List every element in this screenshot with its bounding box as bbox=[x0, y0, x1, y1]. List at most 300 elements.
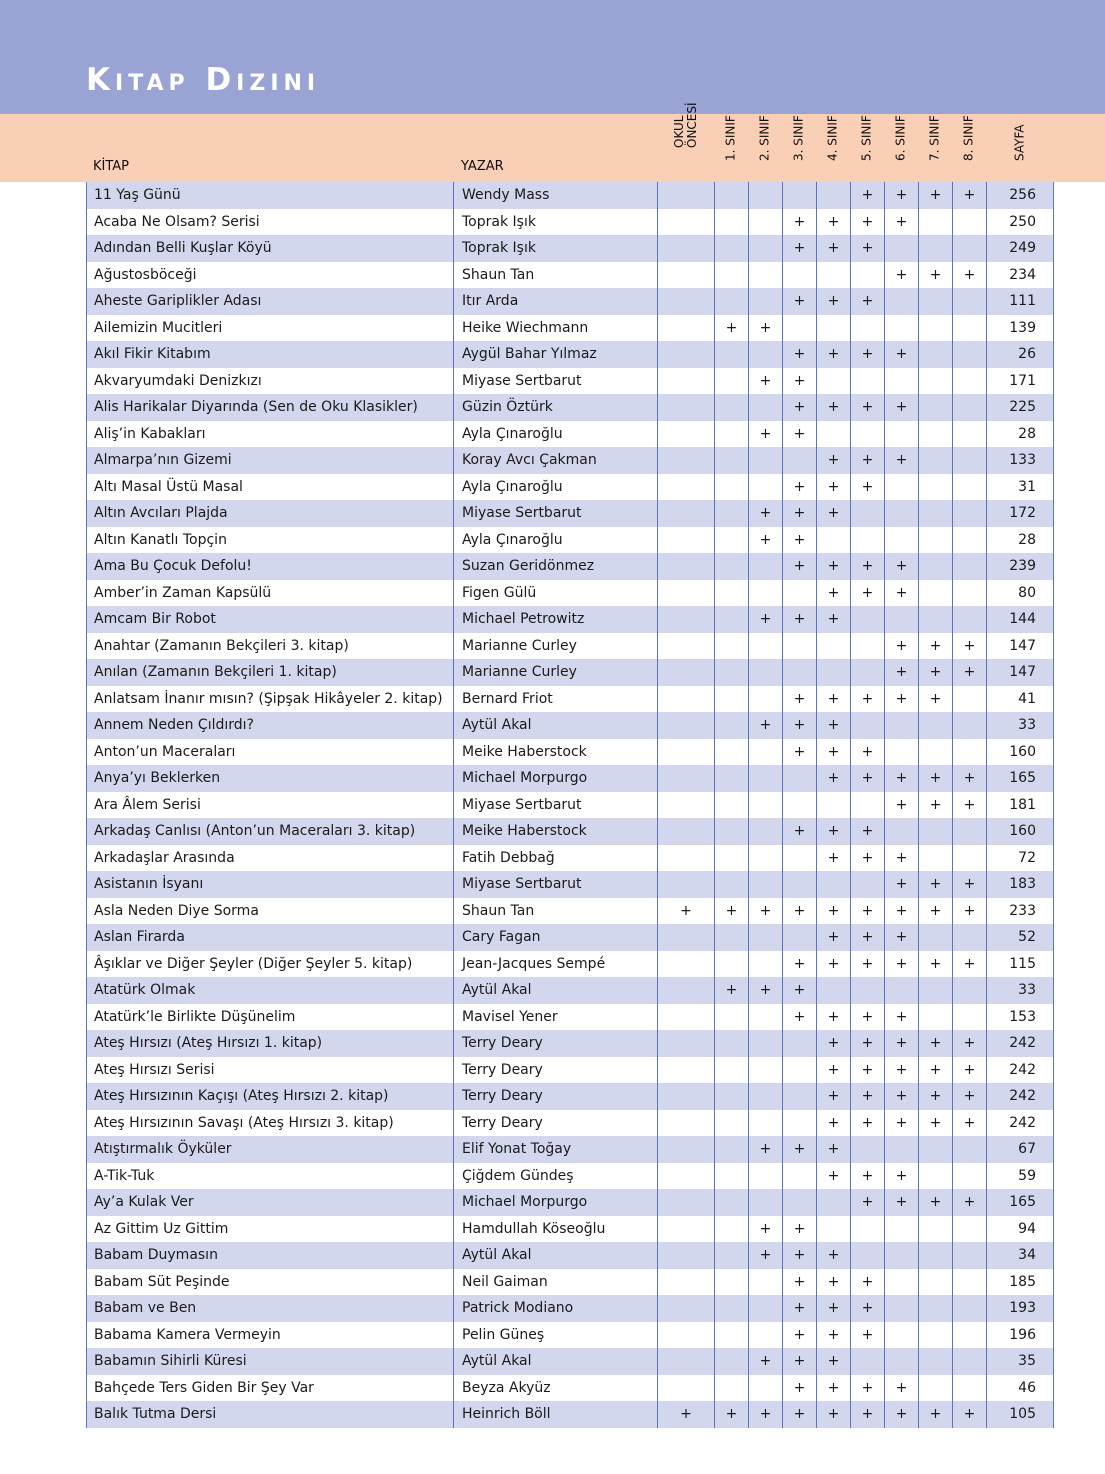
level-cell-preschool bbox=[658, 924, 715, 951]
level-cell-grade-5 bbox=[851, 1348, 885, 1375]
level-cell-grade-1 bbox=[715, 1030, 749, 1057]
level-cell-grade-3 bbox=[783, 845, 817, 872]
page-count: 234 bbox=[987, 262, 1054, 289]
book-author: Ayla Çınaroğlu bbox=[454, 421, 658, 448]
table-row bbox=[87, 474, 1054, 501]
level-cell-grade-6 bbox=[885, 818, 919, 845]
level-cell-grade-1: + bbox=[715, 315, 749, 342]
level-cell-grade-3: + bbox=[783, 527, 817, 554]
table-row bbox=[87, 1375, 1054, 1402]
level-cell-grade-8 bbox=[953, 394, 987, 421]
level-cell-grade-8 bbox=[953, 341, 987, 368]
level-cell-grade-1 bbox=[715, 1163, 749, 1190]
level-cell-grade-2 bbox=[749, 1375, 783, 1402]
level-cell-grade-1 bbox=[715, 1295, 749, 1322]
table-row bbox=[87, 1030, 1054, 1057]
level-cell-grade-3: + bbox=[783, 235, 817, 262]
level-cell-grade-6 bbox=[885, 1322, 919, 1349]
level-cell-grade-5: + bbox=[851, 1295, 885, 1322]
level-cell-grade-7 bbox=[919, 1375, 953, 1402]
level-cell-grade-8 bbox=[953, 712, 987, 739]
level-cell-grade-7: + bbox=[919, 1030, 953, 1057]
level-cell-grade-1 bbox=[715, 951, 749, 978]
book-title: Anlatsam İnanır mısın? (Şipşak Hikâyeler 2. kitap) bbox=[87, 686, 454, 713]
table-row bbox=[87, 606, 1054, 633]
level-cell-grade-7 bbox=[919, 500, 953, 527]
book-author: Güzin Öztürk bbox=[454, 394, 658, 421]
level-cell-grade-8 bbox=[953, 1163, 987, 1190]
level-cell-grade-8 bbox=[953, 315, 987, 342]
level-cell-grade-8 bbox=[953, 447, 987, 474]
level-cell-grade-7: + bbox=[919, 633, 953, 660]
level-cell-grade-6: + bbox=[885, 1401, 919, 1428]
level-cell-grade-7: + bbox=[919, 686, 953, 713]
page-count: 165 bbox=[987, 1189, 1054, 1216]
level-cell-grade-5: + bbox=[851, 235, 885, 262]
book-author: Terry Deary bbox=[454, 1030, 658, 1057]
book-title: Adından Belli Kuşlar Köyü bbox=[87, 235, 454, 262]
book-title: Annem Neden Çıldırdı? bbox=[87, 712, 454, 739]
column-header-author: YAZAR bbox=[461, 159, 504, 174]
level-cell-grade-2: + bbox=[749, 500, 783, 527]
level-cell-grade-7 bbox=[919, 527, 953, 554]
table-row bbox=[87, 553, 1054, 580]
level-cell-grade-4: + bbox=[817, 845, 851, 872]
book-author: Aytül Akal bbox=[454, 712, 658, 739]
level-cell-grade-1 bbox=[715, 235, 749, 262]
page-count: 144 bbox=[987, 606, 1054, 633]
level-cell-grade-5: + bbox=[851, 1322, 885, 1349]
level-cell-grade-5 bbox=[851, 421, 885, 448]
table-row bbox=[87, 898, 1054, 925]
level-cell-grade-3 bbox=[783, 659, 817, 686]
book-author: Cary Fagan bbox=[454, 924, 658, 951]
level-cell-grade-1 bbox=[715, 659, 749, 686]
book-title: Anahtar (Zamanın Bekçileri 3. kitap) bbox=[87, 633, 454, 660]
level-cell-grade-7 bbox=[919, 606, 953, 633]
page-count: 250 bbox=[987, 209, 1054, 236]
level-cell-grade-7 bbox=[919, 1242, 953, 1269]
level-cell-grade-3: + bbox=[783, 1136, 817, 1163]
level-cell-grade-6 bbox=[885, 1295, 919, 1322]
column-header-grade-1 bbox=[714, 114, 748, 174]
page-count: 172 bbox=[987, 500, 1054, 527]
level-cell-grade-6 bbox=[885, 977, 919, 1004]
level-cell-grade-4: + bbox=[817, 1269, 851, 1296]
book-author: Miyase Sertbarut bbox=[454, 792, 658, 819]
level-cell-grade-1 bbox=[715, 421, 749, 448]
level-cell-preschool bbox=[658, 792, 715, 819]
page-count: 52 bbox=[987, 924, 1054, 951]
level-cell-grade-4 bbox=[817, 659, 851, 686]
level-cell-grade-4: + bbox=[817, 1004, 851, 1031]
book-title: Âşıklar ve Diğer Şeyler (Diğer Şeyler 5. kitap) bbox=[87, 951, 454, 978]
level-cell-grade-6: + bbox=[885, 951, 919, 978]
book-title: Ateş Hırsızının Savaşı (Ateş Hırsızı 3. kitap) bbox=[87, 1110, 454, 1137]
level-cell-grade-4: + bbox=[817, 1375, 851, 1402]
page-count: 256 bbox=[987, 182, 1054, 209]
level-cell-grade-5: + bbox=[851, 182, 885, 209]
level-cell-grade-4: + bbox=[817, 951, 851, 978]
level-cell-preschool bbox=[658, 315, 715, 342]
level-cell-grade-8: + bbox=[953, 898, 987, 925]
level-cell-grade-1 bbox=[715, 182, 749, 209]
level-cell-grade-1 bbox=[715, 1242, 749, 1269]
level-cell-grade-7 bbox=[919, 1004, 953, 1031]
level-cell-grade-5: + bbox=[851, 341, 885, 368]
book-title: Atatürk Olmak bbox=[87, 977, 454, 1004]
level-cell-preschool bbox=[658, 845, 715, 872]
level-cell-grade-6: + bbox=[885, 898, 919, 925]
level-cell-grade-5 bbox=[851, 977, 885, 1004]
level-cell-preschool bbox=[658, 606, 715, 633]
book-author: Marianne Curley bbox=[454, 633, 658, 660]
level-cell-grade-3: + bbox=[783, 288, 817, 315]
level-cell-grade-4: + bbox=[817, 288, 851, 315]
level-cell-grade-8 bbox=[953, 1348, 987, 1375]
column-header-grade-5-label: 5. SINIF bbox=[859, 115, 874, 161]
level-cell-grade-6: + bbox=[885, 209, 919, 236]
level-cell-grade-6: + bbox=[885, 394, 919, 421]
level-cell-grade-1 bbox=[715, 1004, 749, 1031]
level-cell-grade-6 bbox=[885, 712, 919, 739]
level-cell-grade-5: + bbox=[851, 580, 885, 607]
column-header-grade-7-label: 7. SINIF bbox=[927, 115, 942, 161]
book-title: Aliş’in Kabakları bbox=[87, 421, 454, 448]
table-row bbox=[87, 1083, 1054, 1110]
table-row bbox=[87, 1322, 1054, 1349]
level-cell-grade-7 bbox=[919, 1322, 953, 1349]
level-cell-grade-6: + bbox=[885, 1189, 919, 1216]
book-author: Heinrich Böll bbox=[454, 1401, 658, 1428]
table-row bbox=[87, 500, 1054, 527]
table-row bbox=[87, 262, 1054, 289]
level-cell-grade-2 bbox=[749, 341, 783, 368]
page-count: 111 bbox=[987, 288, 1054, 315]
level-cell-grade-6 bbox=[885, 1242, 919, 1269]
level-cell-grade-5: + bbox=[851, 209, 885, 236]
level-cell-grade-2 bbox=[749, 1030, 783, 1057]
table-row bbox=[87, 580, 1054, 607]
level-cell-grade-5 bbox=[851, 871, 885, 898]
table-row bbox=[87, 315, 1054, 342]
level-cell-preschool bbox=[658, 447, 715, 474]
level-cell-grade-8: + bbox=[953, 1083, 987, 1110]
level-cell-grade-1 bbox=[715, 739, 749, 766]
column-header-pages bbox=[986, 114, 1053, 174]
table-row bbox=[87, 341, 1054, 368]
book-author: Bernard Friot bbox=[454, 686, 658, 713]
book-title: Atatürk’le Birlikte Düşünelim bbox=[87, 1004, 454, 1031]
page-count: 34 bbox=[987, 1242, 1054, 1269]
level-cell-grade-2: + bbox=[749, 898, 783, 925]
level-cell-grade-5: + bbox=[851, 1189, 885, 1216]
level-cell-grade-7: + bbox=[919, 659, 953, 686]
level-cell-grade-6 bbox=[885, 474, 919, 501]
level-cell-grade-5: + bbox=[851, 1401, 885, 1428]
level-cell-grade-8: + bbox=[953, 1030, 987, 1057]
level-cell-preschool bbox=[658, 500, 715, 527]
level-cell-grade-2 bbox=[749, 394, 783, 421]
book-title: Anya’yı Beklerken bbox=[87, 765, 454, 792]
level-cell-grade-4: + bbox=[817, 1110, 851, 1137]
level-cell-preschool bbox=[658, 765, 715, 792]
table-row bbox=[87, 951, 1054, 978]
level-cell-preschool bbox=[658, 818, 715, 845]
page-count: 31 bbox=[987, 474, 1054, 501]
book-title: Arkadaş Canlısı (Anton’un Maceraları 3. kitap) bbox=[87, 818, 454, 845]
level-cell-grade-2: + bbox=[749, 421, 783, 448]
level-cell-grade-2 bbox=[749, 474, 783, 501]
table-row bbox=[87, 1110, 1054, 1137]
book-title: Anton’un Maceraları bbox=[87, 739, 454, 766]
page-title: Kitap Dizini bbox=[86, 62, 321, 98]
page-count: 46 bbox=[987, 1375, 1054, 1402]
level-cell-grade-5 bbox=[851, 633, 885, 660]
level-cell-grade-3 bbox=[783, 765, 817, 792]
page-count: 33 bbox=[987, 712, 1054, 739]
level-cell-grade-4 bbox=[817, 421, 851, 448]
column-header-preschool-label: OKUL ÖNCESİ bbox=[671, 102, 699, 148]
level-cell-grade-8: + bbox=[953, 792, 987, 819]
book-title: Ama Bu Çocuk Defolu! bbox=[87, 553, 454, 580]
level-cell-grade-1 bbox=[715, 1189, 749, 1216]
book-author: Michael Morpurgo bbox=[454, 1189, 658, 1216]
level-cell-grade-3 bbox=[783, 1163, 817, 1190]
column-header-grade-4-label: 4. SINIF bbox=[825, 115, 840, 161]
level-cell-grade-5: + bbox=[851, 1375, 885, 1402]
level-cell-grade-5: + bbox=[851, 394, 885, 421]
level-cell-grade-6: + bbox=[885, 659, 919, 686]
level-cell-grade-2 bbox=[749, 262, 783, 289]
level-cell-grade-4: + bbox=[817, 739, 851, 766]
table-row bbox=[87, 235, 1054, 262]
level-cell-grade-6: + bbox=[885, 580, 919, 607]
book-title: Aslan Firarda bbox=[87, 924, 454, 951]
page-count: 165 bbox=[987, 765, 1054, 792]
book-title: Ara Âlem Serisi bbox=[87, 792, 454, 819]
book-author: Mavisel Yener bbox=[454, 1004, 658, 1031]
level-cell-grade-4 bbox=[817, 792, 851, 819]
level-cell-grade-2 bbox=[749, 845, 783, 872]
level-cell-grade-1 bbox=[715, 1136, 749, 1163]
level-cell-preschool bbox=[658, 341, 715, 368]
level-cell-grade-3: + bbox=[783, 1401, 817, 1428]
level-cell-grade-3: + bbox=[783, 500, 817, 527]
level-cell-grade-3 bbox=[783, 792, 817, 819]
level-cell-grade-8 bbox=[953, 421, 987, 448]
page-count: 28 bbox=[987, 421, 1054, 448]
level-cell-grade-7: + bbox=[919, 1401, 953, 1428]
level-cell-grade-3: + bbox=[783, 1004, 817, 1031]
level-cell-grade-5: + bbox=[851, 898, 885, 925]
column-header-grade-2-label: 2. SINIF bbox=[757, 115, 772, 161]
page-count: 72 bbox=[987, 845, 1054, 872]
book-title: Ağustosböceği bbox=[87, 262, 454, 289]
column-header-grade-7 bbox=[918, 114, 952, 174]
level-cell-preschool bbox=[658, 1030, 715, 1057]
book-author: Wendy Mass bbox=[454, 182, 658, 209]
level-cell-grade-1 bbox=[715, 341, 749, 368]
level-cell-grade-1 bbox=[715, 712, 749, 739]
level-cell-grade-4: + bbox=[817, 580, 851, 607]
book-title: Amcam Bir Robot bbox=[87, 606, 454, 633]
level-cell-grade-4: + bbox=[817, 1083, 851, 1110]
book-title: Az Gittim Uz Gittim bbox=[87, 1216, 454, 1243]
level-cell-grade-3: + bbox=[783, 1216, 817, 1243]
level-cell-grade-2: + bbox=[749, 977, 783, 1004]
level-cell-grade-5 bbox=[851, 1216, 885, 1243]
level-cell-grade-6: + bbox=[885, 686, 919, 713]
book-author: Aytül Akal bbox=[454, 1348, 658, 1375]
level-cell-grade-2: + bbox=[749, 368, 783, 395]
column-header-grade-6 bbox=[884, 114, 918, 174]
level-cell-grade-3: + bbox=[783, 474, 817, 501]
page-count: 183 bbox=[987, 871, 1054, 898]
level-cell-grade-7: + bbox=[919, 871, 953, 898]
level-cell-grade-2 bbox=[749, 1004, 783, 1031]
level-cell-grade-7 bbox=[919, 845, 953, 872]
level-cell-preschool bbox=[658, 1269, 715, 1296]
table-row bbox=[87, 1136, 1054, 1163]
level-cell-grade-8 bbox=[953, 686, 987, 713]
level-cell-grade-3 bbox=[783, 182, 817, 209]
table-row bbox=[87, 712, 1054, 739]
level-cell-grade-7 bbox=[919, 341, 953, 368]
level-cell-grade-1 bbox=[715, 792, 749, 819]
level-cell-grade-8 bbox=[953, 527, 987, 554]
level-cell-grade-3: + bbox=[783, 712, 817, 739]
level-cell-grade-7: + bbox=[919, 792, 953, 819]
level-cell-grade-4 bbox=[817, 368, 851, 395]
book-author: Toprak Işık bbox=[454, 235, 658, 262]
level-cell-grade-3: + bbox=[783, 1322, 817, 1349]
level-cell-grade-8 bbox=[953, 1216, 987, 1243]
book-author: Aytül Akal bbox=[454, 1242, 658, 1269]
table-row bbox=[87, 1057, 1054, 1084]
level-cell-grade-5: + bbox=[851, 1110, 885, 1137]
level-cell-grade-3: + bbox=[783, 1242, 817, 1269]
book-author: Miyase Sertbarut bbox=[454, 500, 658, 527]
book-author: Çiğdem Gündeş bbox=[454, 1163, 658, 1190]
page-count: 59 bbox=[987, 1163, 1054, 1190]
level-cell-grade-5: + bbox=[851, 1004, 885, 1031]
book-title: Babama Kamera Vermeyin bbox=[87, 1322, 454, 1349]
level-cell-grade-3 bbox=[783, 1083, 817, 1110]
level-cell-grade-5: + bbox=[851, 447, 885, 474]
level-cell-grade-7 bbox=[919, 1216, 953, 1243]
page-count: 133 bbox=[987, 447, 1054, 474]
level-cell-grade-1 bbox=[715, 288, 749, 315]
level-cell-grade-7: + bbox=[919, 262, 953, 289]
level-cell-grade-1 bbox=[715, 447, 749, 474]
level-cell-grade-7: + bbox=[919, 951, 953, 978]
level-cell-grade-5 bbox=[851, 792, 885, 819]
level-cell-grade-3 bbox=[783, 1110, 817, 1137]
column-header-pages-label: SAYFA bbox=[1012, 124, 1026, 161]
level-cell-grade-8: + bbox=[953, 1057, 987, 1084]
level-cell-grade-1 bbox=[715, 1110, 749, 1137]
page-count: 171 bbox=[987, 368, 1054, 395]
level-cell-grade-4: + bbox=[817, 553, 851, 580]
level-cell-grade-7: + bbox=[919, 765, 953, 792]
level-cell-grade-8 bbox=[953, 235, 987, 262]
book-title: Ateş Hırsızı Serisi bbox=[87, 1057, 454, 1084]
book-author: Suzan Geridönmez bbox=[454, 553, 658, 580]
level-cell-grade-4: + bbox=[817, 1401, 851, 1428]
level-cell-grade-7 bbox=[919, 315, 953, 342]
book-author: Neil Gaiman bbox=[454, 1269, 658, 1296]
level-cell-grade-2 bbox=[749, 1110, 783, 1137]
level-cell-grade-5: + bbox=[851, 1269, 885, 1296]
book-title: Almarpa’nın Gizemi bbox=[87, 447, 454, 474]
level-cell-grade-6: + bbox=[885, 182, 919, 209]
column-header-title: KİTAP bbox=[93, 159, 130, 174]
column-header-grade-4 bbox=[816, 114, 850, 174]
level-cell-preschool bbox=[658, 1136, 715, 1163]
book-author: Terry Deary bbox=[454, 1083, 658, 1110]
page-count: 196 bbox=[987, 1322, 1054, 1349]
level-cell-grade-5 bbox=[851, 1242, 885, 1269]
level-cell-grade-4: + bbox=[817, 898, 851, 925]
page-count: 233 bbox=[987, 898, 1054, 925]
level-cell-grade-5: + bbox=[851, 1057, 885, 1084]
level-cell-grade-4: + bbox=[817, 447, 851, 474]
book-author: Figen Gülü bbox=[454, 580, 658, 607]
level-cell-grade-7 bbox=[919, 368, 953, 395]
book-author: Marianne Curley bbox=[454, 659, 658, 686]
level-cell-grade-3 bbox=[783, 315, 817, 342]
level-cell-grade-6 bbox=[885, 1348, 919, 1375]
level-cell-grade-8 bbox=[953, 1242, 987, 1269]
book-author: Hamdullah Köseoğlu bbox=[454, 1216, 658, 1243]
level-cell-grade-2 bbox=[749, 209, 783, 236]
level-cell-grade-6: + bbox=[885, 1004, 919, 1031]
level-cell-grade-4: + bbox=[817, 1322, 851, 1349]
level-cell-grade-2 bbox=[749, 792, 783, 819]
level-cell-grade-6 bbox=[885, 1269, 919, 1296]
level-cell-grade-8: + bbox=[953, 951, 987, 978]
level-cell-grade-1: + bbox=[715, 898, 749, 925]
table-row bbox=[87, 1348, 1054, 1375]
level-cell-preschool bbox=[658, 1295, 715, 1322]
level-cell-grade-8 bbox=[953, 1004, 987, 1031]
level-cell-grade-6: + bbox=[885, 1057, 919, 1084]
book-author: Miyase Sertbarut bbox=[454, 368, 658, 395]
level-cell-grade-1 bbox=[715, 765, 749, 792]
table-row bbox=[87, 686, 1054, 713]
table-row bbox=[87, 739, 1054, 766]
level-cell-grade-5: + bbox=[851, 1163, 885, 1190]
level-cell-grade-4: + bbox=[817, 1295, 851, 1322]
level-cell-grade-7 bbox=[919, 924, 953, 951]
level-cell-grade-6 bbox=[885, 288, 919, 315]
column-header-grade-2 bbox=[748, 114, 782, 174]
table-row bbox=[87, 792, 1054, 819]
level-cell-grade-2: + bbox=[749, 527, 783, 554]
level-cell-grade-7 bbox=[919, 553, 953, 580]
book-title: Ateş Hırsızının Kaçışı (Ateş Hırsızı 2. kitap) bbox=[87, 1083, 454, 1110]
level-cell-preschool bbox=[658, 527, 715, 554]
level-cell-grade-3 bbox=[783, 262, 817, 289]
table-row bbox=[87, 527, 1054, 554]
level-cell-grade-7 bbox=[919, 1269, 953, 1296]
table-row bbox=[87, 394, 1054, 421]
book-author: Ayla Çınaroğlu bbox=[454, 474, 658, 501]
level-cell-grade-4: + bbox=[817, 394, 851, 421]
level-cell-grade-6 bbox=[885, 1216, 919, 1243]
level-cell-grade-5: + bbox=[851, 765, 885, 792]
